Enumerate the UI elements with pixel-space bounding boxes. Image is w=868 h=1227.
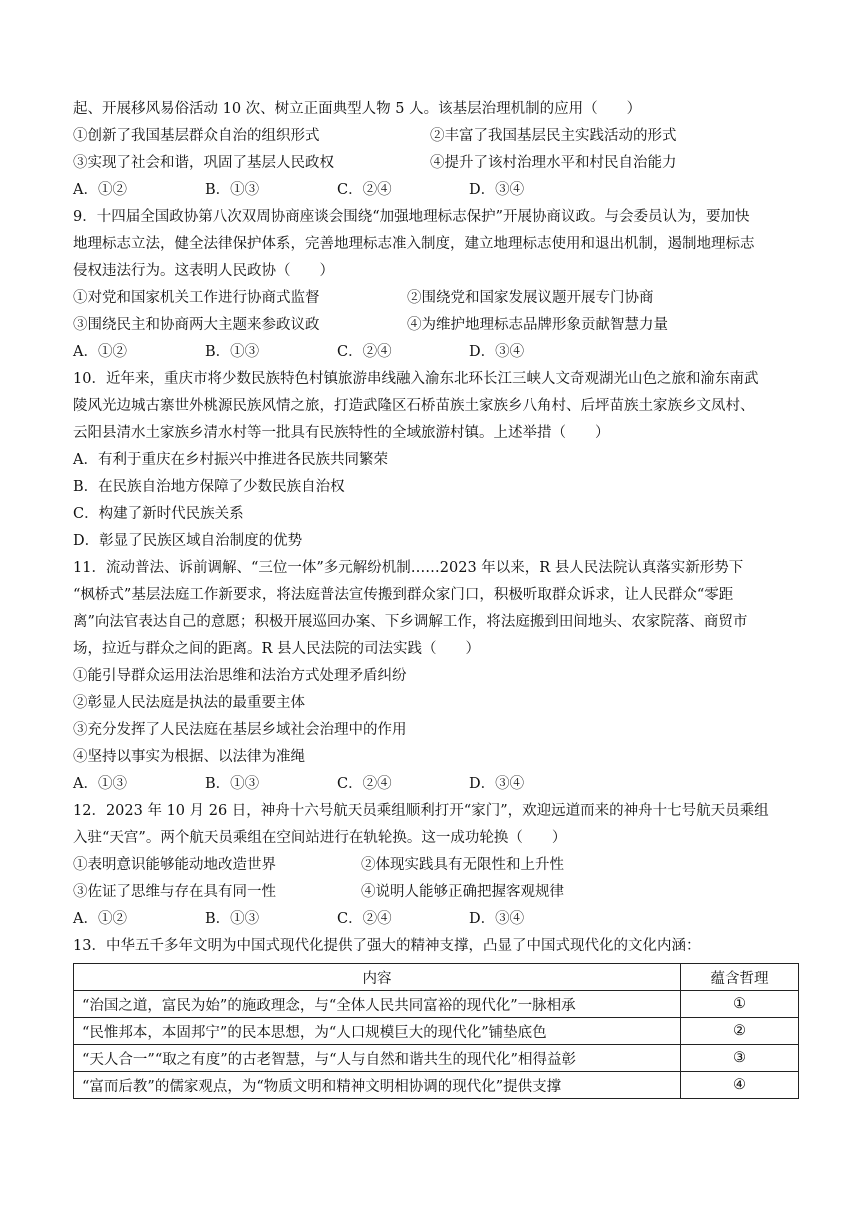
q10-option-b[interactable]: B．在民族自治地方保障了少数民族自治权 bbox=[73, 479, 345, 495]
q10-stem-line-1: 10．近年来，重庆市将少数民族特色村镇旅游串线融入渝东北环长江三峡人文奇观湖光山色之旅和渝东南武 bbox=[73, 371, 759, 387]
q9-stmt-3: ③围绕民主和协商两大主题来参政议政 bbox=[73, 317, 320, 333]
table-header-content: 内容 bbox=[74, 964, 681, 991]
q10-option-a[interactable]: A．有利于重庆在乡村振兴中推进各民族共同繁荣 bbox=[73, 452, 388, 468]
q12-statements-row-1 bbox=[73, 852, 798, 879]
q8-stmt-4: ④提升了该村治理水平和村民自治能力 bbox=[430, 155, 677, 171]
q8-stmt-1: ①创新了我国基层群众自治的组织形式 bbox=[73, 128, 320, 144]
q11-choice-b[interactable]: B．①③ bbox=[205, 776, 260, 792]
q11-stem-line-4: 场，拉近与群众之间的距离。R 县人民法院的司法实践（ ） bbox=[73, 641, 481, 657]
q10-option-c[interactable]: C．构建了新时代民族关系 bbox=[73, 506, 244, 522]
table-row bbox=[74, 991, 799, 1018]
q9-choice-c[interactable]: C．②④ bbox=[337, 344, 392, 360]
table-cell-marker: ④ bbox=[681, 1072, 799, 1099]
q8-stmt-3: ③实现了社会和谐，巩固了基层人民政权 bbox=[73, 155, 334, 171]
table-row bbox=[74, 1045, 799, 1072]
q11-choice-a[interactable]: A．①③ bbox=[73, 776, 127, 792]
q8-choice-a[interactable]: A．①② bbox=[73, 182, 127, 198]
q8-statements-row-1 bbox=[73, 123, 798, 150]
q9-choices bbox=[73, 339, 798, 366]
q9-choice-a[interactable]: A．①② bbox=[73, 344, 127, 360]
q12-choice-a[interactable]: A．①② bbox=[73, 911, 127, 927]
q8-statements-row-2 bbox=[73, 150, 798, 177]
q9-choice-d[interactable]: D．③④ bbox=[469, 344, 525, 360]
q11-stem-line-1: 11．流动普法、诉前调解、“三位一体”多元解纷机制……2023 年以来，R 县人民法院认真落实新形势下 bbox=[73, 560, 744, 576]
q8-choices bbox=[73, 177, 798, 204]
q11-stmt-1: ①能引导群众运用法治思维和法治方式处理矛盾纠纷 bbox=[73, 668, 407, 684]
table-row bbox=[74, 1018, 799, 1045]
q12-stmt-3: ③佐证了思维与存在具有同一性 bbox=[73, 884, 276, 900]
q8-tail: 起、开展移风易俗活动 10 次、树立正面典型人物 5 人。该基层治理机制的应用（ ） bbox=[73, 101, 642, 117]
q13-table bbox=[73, 963, 799, 1099]
q8-stmt-2: ②丰富了我国基层民主实践活动的形式 bbox=[430, 128, 677, 144]
q9-stmt-4: ④为维护地理标志品牌形象贡献智慧力量 bbox=[407, 317, 668, 333]
q10-option-d[interactable]: D．彰显了民族区域自治制度的优势 bbox=[73, 533, 303, 549]
q12-stmt-2: ②体现实践具有无限性和上升性 bbox=[361, 857, 564, 873]
q9-stem-line-3: 侵权违法行为。这表明人民政协（ ） bbox=[73, 263, 334, 279]
exam-page bbox=[73, 96, 798, 1099]
q9-stem-line-2: 地理标志立法，健全法律保护体系，完善地理标志准入制度，建立地理标志使用和退出机制，遏制地理标志 bbox=[73, 236, 755, 252]
q11-stmt-2: ②彰显人民法庭是执法的最重要主体 bbox=[73, 695, 305, 711]
q11-stmt-3: ③充分发挥了人民法庭在基层乡域社会治理中的作用 bbox=[73, 722, 407, 738]
q12-stmt-4: ④说明人能够正确把握客观规律 bbox=[361, 884, 564, 900]
q9-stmt-1: ①对党和国家机关工作进行协商式监督 bbox=[73, 290, 320, 306]
q13-stem: 13．中华五千多年文明为中国式现代化提供了强大的精神支撑，凸显了中国式现代化的文化内涵： bbox=[73, 938, 701, 954]
q8-choice-d[interactable]: D．③④ bbox=[469, 182, 525, 198]
table-cell-content: “民惟邦本，本固邦宁”的民本思想，为“人口规模巨大的现代化”铺垫底色 bbox=[74, 1018, 681, 1045]
q12-stem-line-2: 入驻“天宫”。两个航天员乘组在空间站进行在轨轮换。这一成功轮换（ ） bbox=[73, 830, 567, 846]
table-cell-marker: ③ bbox=[681, 1045, 799, 1072]
q11-choices bbox=[73, 771, 798, 798]
table-cell-marker: ② bbox=[681, 1018, 799, 1045]
table-cell-content: “富而后教”的儒家观点，为“物质文明和精神文明相协调的现代化”提供支撑 bbox=[74, 1072, 681, 1099]
q12-choice-c[interactable]: C．②④ bbox=[337, 911, 392, 927]
q11-stem-line-3: 离”向法官表达自己的意愿；积极开展巡回办案、下乡调解工作，将法庭搬到田间地头、农家院落、商贸市 bbox=[73, 614, 748, 630]
q12-choice-d[interactable]: D．③④ bbox=[469, 911, 525, 927]
table-cell-content: “天人合一”“取之有度”的古老智慧，与“人与自然和谐共生的现代化”相得益彰 bbox=[74, 1045, 681, 1072]
q10-stem-line-2: 陵风光边城古寨世外桃源民族风情之旅，打造武隆区石桥苗族土家族乡八角村、后坪苗族土家族乡文凤村、 bbox=[73, 398, 755, 414]
q11-choice-c[interactable]: C．②④ bbox=[337, 776, 392, 792]
q12-stmt-1: ①表明意识能够能动地改造世界 bbox=[73, 857, 276, 873]
table-header-row bbox=[74, 964, 799, 991]
q10-stem-line-3: 云阳县清水土家族乡清水村等一批具有民族特性的全域旅游村镇。上述举措（ ） bbox=[73, 425, 610, 441]
table-cell-content: “治国之道，富民为始”的施政理念，与“全体人民共同富裕的现代化”一脉相承 bbox=[74, 991, 681, 1018]
table-row bbox=[74, 1072, 799, 1099]
q9-stem-line-1: 9．十四届全国政协第八次双周协商座谈会围绕“加强地理标志保护”开展协商议政。与会委员认为，要加快 bbox=[73, 209, 750, 225]
q8-choice-b[interactable]: B．①③ bbox=[205, 182, 260, 198]
q9-statements-row-2 bbox=[73, 312, 798, 339]
q12-statements-row-2 bbox=[73, 879, 798, 906]
q9-statements-row-1 bbox=[73, 285, 798, 312]
table-header-philosophy: 蕴含哲理 bbox=[681, 964, 799, 991]
q12-stem-line-1: 12．2023 年 10 月 26 日，神舟十六号航天员乘组顺利打开“家门”，欢迎远道而来的神舟十七号航天员乘组 bbox=[73, 803, 769, 819]
table-cell-marker: ① bbox=[681, 991, 799, 1018]
q9-choice-b[interactable]: B．①③ bbox=[205, 344, 260, 360]
q8-choice-c[interactable]: C．②④ bbox=[337, 182, 392, 198]
q12-choice-b[interactable]: B．①③ bbox=[205, 911, 260, 927]
q9-stmt-2: ②围绕党和国家发展议题开展专门协商 bbox=[407, 290, 654, 306]
q12-choices bbox=[73, 906, 798, 933]
q11-stmt-4: ④坚持以事实为根据、以法律为准绳 bbox=[73, 749, 305, 765]
q11-stem-line-2: “枫桥式”基层法庭工作新要求，将法庭普法宣传搬到群众家门口，积极听取群众诉求，让人民群众“零距 bbox=[73, 587, 734, 603]
q11-choice-d[interactable]: D．③④ bbox=[469, 776, 525, 792]
